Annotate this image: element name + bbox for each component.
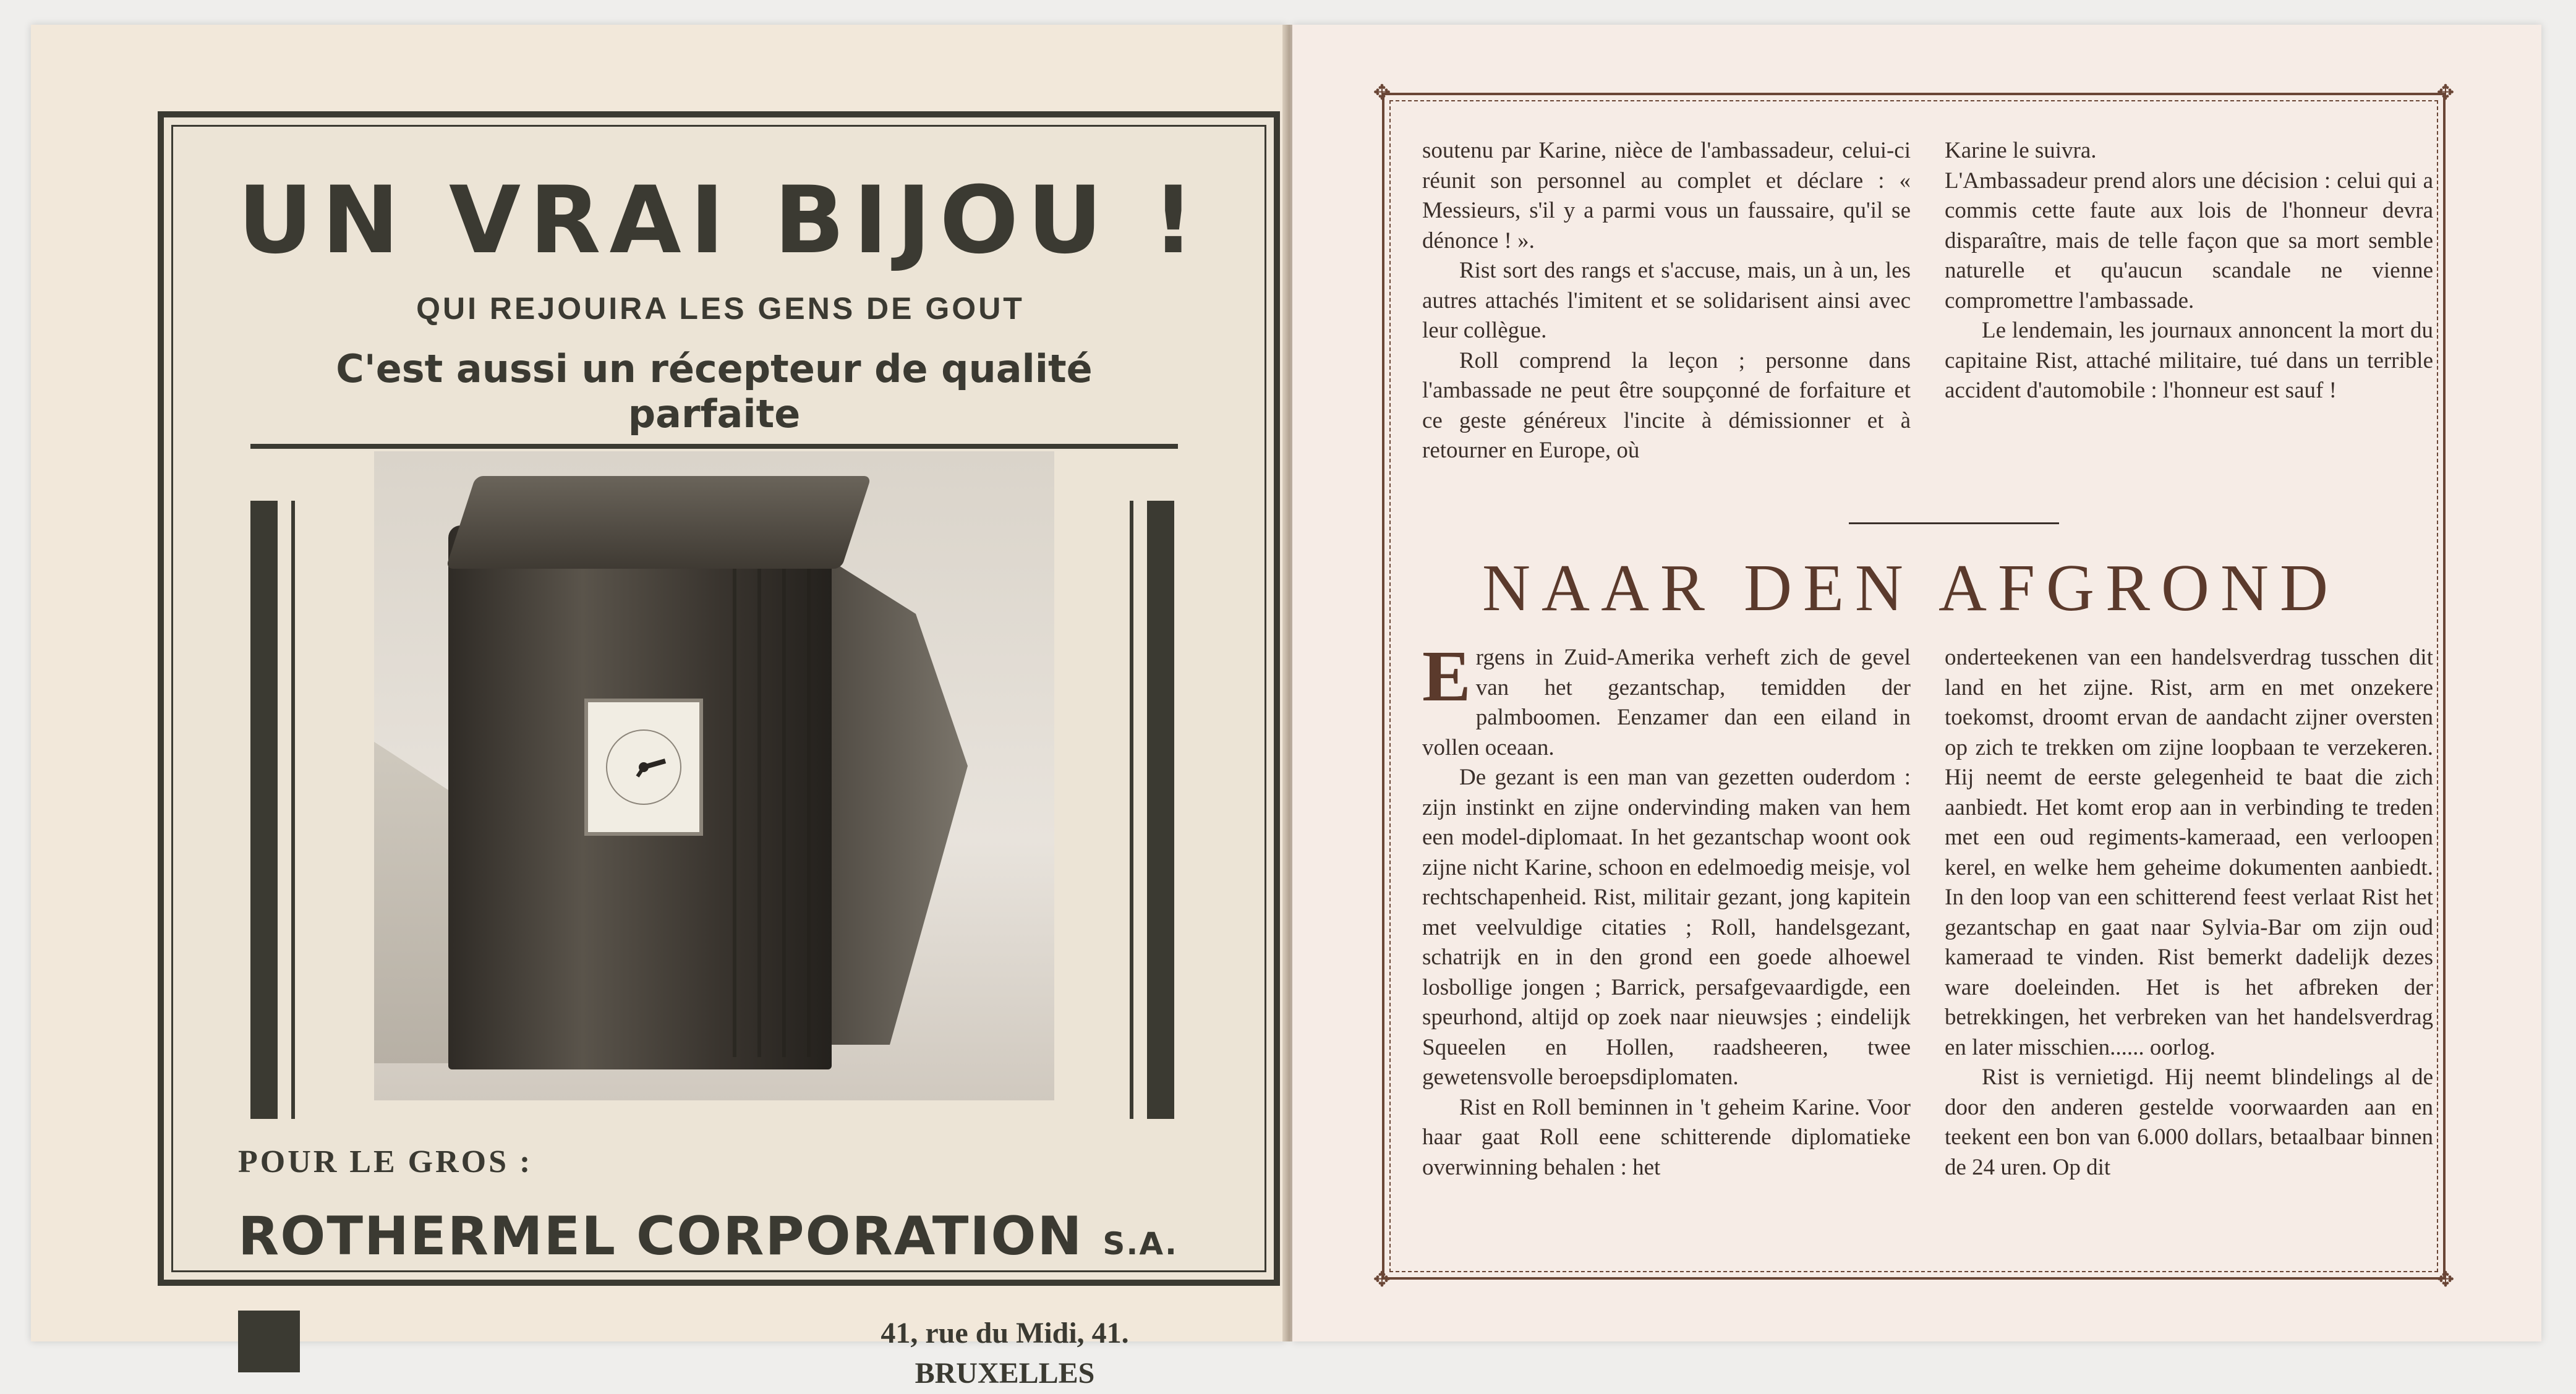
ad-rule (238, 1280, 1166, 1285)
ad-square-ornament (238, 1311, 300, 1372)
grille-line (733, 563, 736, 1057)
radio-top-grille (446, 476, 872, 569)
paragraph: L'Ambassadeur prend alors une décision : celui qui a commis cette faute aux lois de l'honneur devra disparaître, mais de telle façon que sa mort semble naturelle et qu'aucun scandale ne vienne compromettre l'ambassade. (1945, 168, 2433, 313)
address-line-1: 41, rue du Midi, 41. (881, 1317, 1129, 1349)
grille-line (757, 563, 761, 1057)
article-heading: NAAR DEN AFGROND (1482, 551, 2340, 625)
paragraph: Rist sort des rangs et s'accuse, mais, un à un, les autres attachés l'imitent et se solidarisent ainsi avec leur collègue. (1422, 258, 1911, 343)
paragraph-text: rgens in Zuid-Amerika verheft zich de gevel van het gezantschap, temidden der palmboomen. Eenzamer dan een eiland in vollen oceaan. (1422, 645, 1911, 760)
drop-cap: E (1422, 635, 1471, 716)
advertisement (158, 111, 1280, 1390)
paragraph: Roll comprend la leçon ; personne dans l'ambassade ne peut être soupçonné de forfaiture et ce geste généreux l'incite à démissionner et à retourner en Europe, où (1422, 347, 1911, 463)
company-name: ROTHERMEL CORPORATION (238, 1205, 1083, 1267)
text-column-bottom-right (1945, 643, 2433, 1183)
text-column-top-right (1945, 136, 2433, 406)
paragraph: onderteekenen van een handelsverdrag tusschen dit land en het zijne. Rist, arm en met onzekere toekomst, droomt ervan de aandacht zijner oversten op zich te trekken om zijne loopbaan te verzekeren. Hij neemt de eerste gelegenheid te baat die zich aanbiedt. Het komt erop aan in verbinding te treden met een oud regiments-kameraad, een verloopen kerel, en welke hem geheime dokumenten aanbiedt. In den loop van een schitterend feest verlaat Rist het gezantschap en gaat naar Sylvia-Bar om zijn oud kameraad te vinden. Rist bemerkt dadelijk dezes ware doeleinden. Het is het afbreken der betrekkingen, het verbreken van het handelsverdrag en later misschien...... oorlog. (1945, 645, 2433, 1060)
address-line-2: BRUXELLES (915, 1356, 1095, 1390)
booklet-spread (31, 25, 2541, 1390)
ad-tagline: C'est aussi un récepteur de qualité parfaite (250, 346, 1178, 449)
grille-line (807, 563, 811, 1057)
decorative-thin-bar-right (1130, 501, 1133, 1119)
paragraph: De gezant is een man van gezetten ouderdom : zijn instinkt en zijne ondervinding maken van hem een model-diplomaat. In het gezantschap woont ook zijne nicht Karine, schoon en edelmoedig meisje, vol rechtschapenheid. Rist, militair gezant, jong kapitein met veelvuldige citaties ; Roll, handelsgezant, schatrijk en in den grond een goede alhoewel losbollige jongen ; Barrick, persafgevaardigde, een speurhond, altijd op zoek naar nieuwsjes ; eindelijk Squeelen en Hollen, raadsheeren, twee gewetensvolle beroepsdiplomaten. (1422, 765, 1911, 1090)
decorative-thin-bar-left (291, 501, 295, 1119)
company-suffix: S.A. (1102, 1226, 1179, 1262)
paragraph: Karine le suivra. (1945, 138, 2097, 163)
corner-ornament-icon: ✥ (1373, 80, 1391, 105)
ad-address (844, 1314, 1166, 1394)
ad-title: UN VRAI BIJOU ! (237, 167, 1203, 274)
radio-product-photo (374, 451, 1054, 1100)
paragraph: Le lendemain, les journaux annoncent la mort du capitaine Rist, attaché militaire, tué dans un terrible accident d'automobile : l'honneur est sauf ! (1945, 318, 2433, 403)
corner-ornament-icon: ✥ (2436, 80, 2455, 105)
paragraph (1422, 635, 1911, 763)
ad-wholesale-label: POUR LE GROS : (238, 1144, 533, 1179)
corner-ornament-icon: ✥ (2436, 1267, 2455, 1292)
text-column-bottom-left (1422, 635, 1911, 1183)
corner-ornament-icon: ✥ (1373, 1267, 1391, 1292)
left-page (31, 25, 1286, 1390)
paragraph: soutenu par Karine, nièce de l'ambassadeur, celui-ci réunit son personnel au complet et déclare : « Messieurs, s'il y a parmi vous un faussaire, qu'il se dénonce ! ». (1422, 138, 1911, 253)
decorative-bar-right (1147, 501, 1174, 1119)
paragraph: Rist en Roll beminnen in 't geheim Karine. Voor haar gaat Roll eene schitterende diplomatieke overwinning behalen : het (1422, 1094, 1911, 1180)
ad-subtitle: QUI REJOUIRA LES GENS DE GOUT (416, 291, 1025, 326)
right-page (1292, 25, 2541, 1341)
clock-icon (584, 699, 703, 836)
paragraph: Rist is vernietigd. Hij neemt blindelings al de door den anderen gestelde voorwaarden aan en teekent een bon van 6.000 dollars, betaalbaar binnen de 24 uren. Op dit (1945, 1065, 2433, 1180)
radio-cabinet (448, 525, 832, 1069)
ad-company-name (238, 1205, 1178, 1267)
text-column-top-left (1422, 136, 1911, 466)
grille-line (782, 563, 786, 1057)
section-divider (1849, 522, 2059, 524)
decorative-bar-left (250, 501, 278, 1119)
